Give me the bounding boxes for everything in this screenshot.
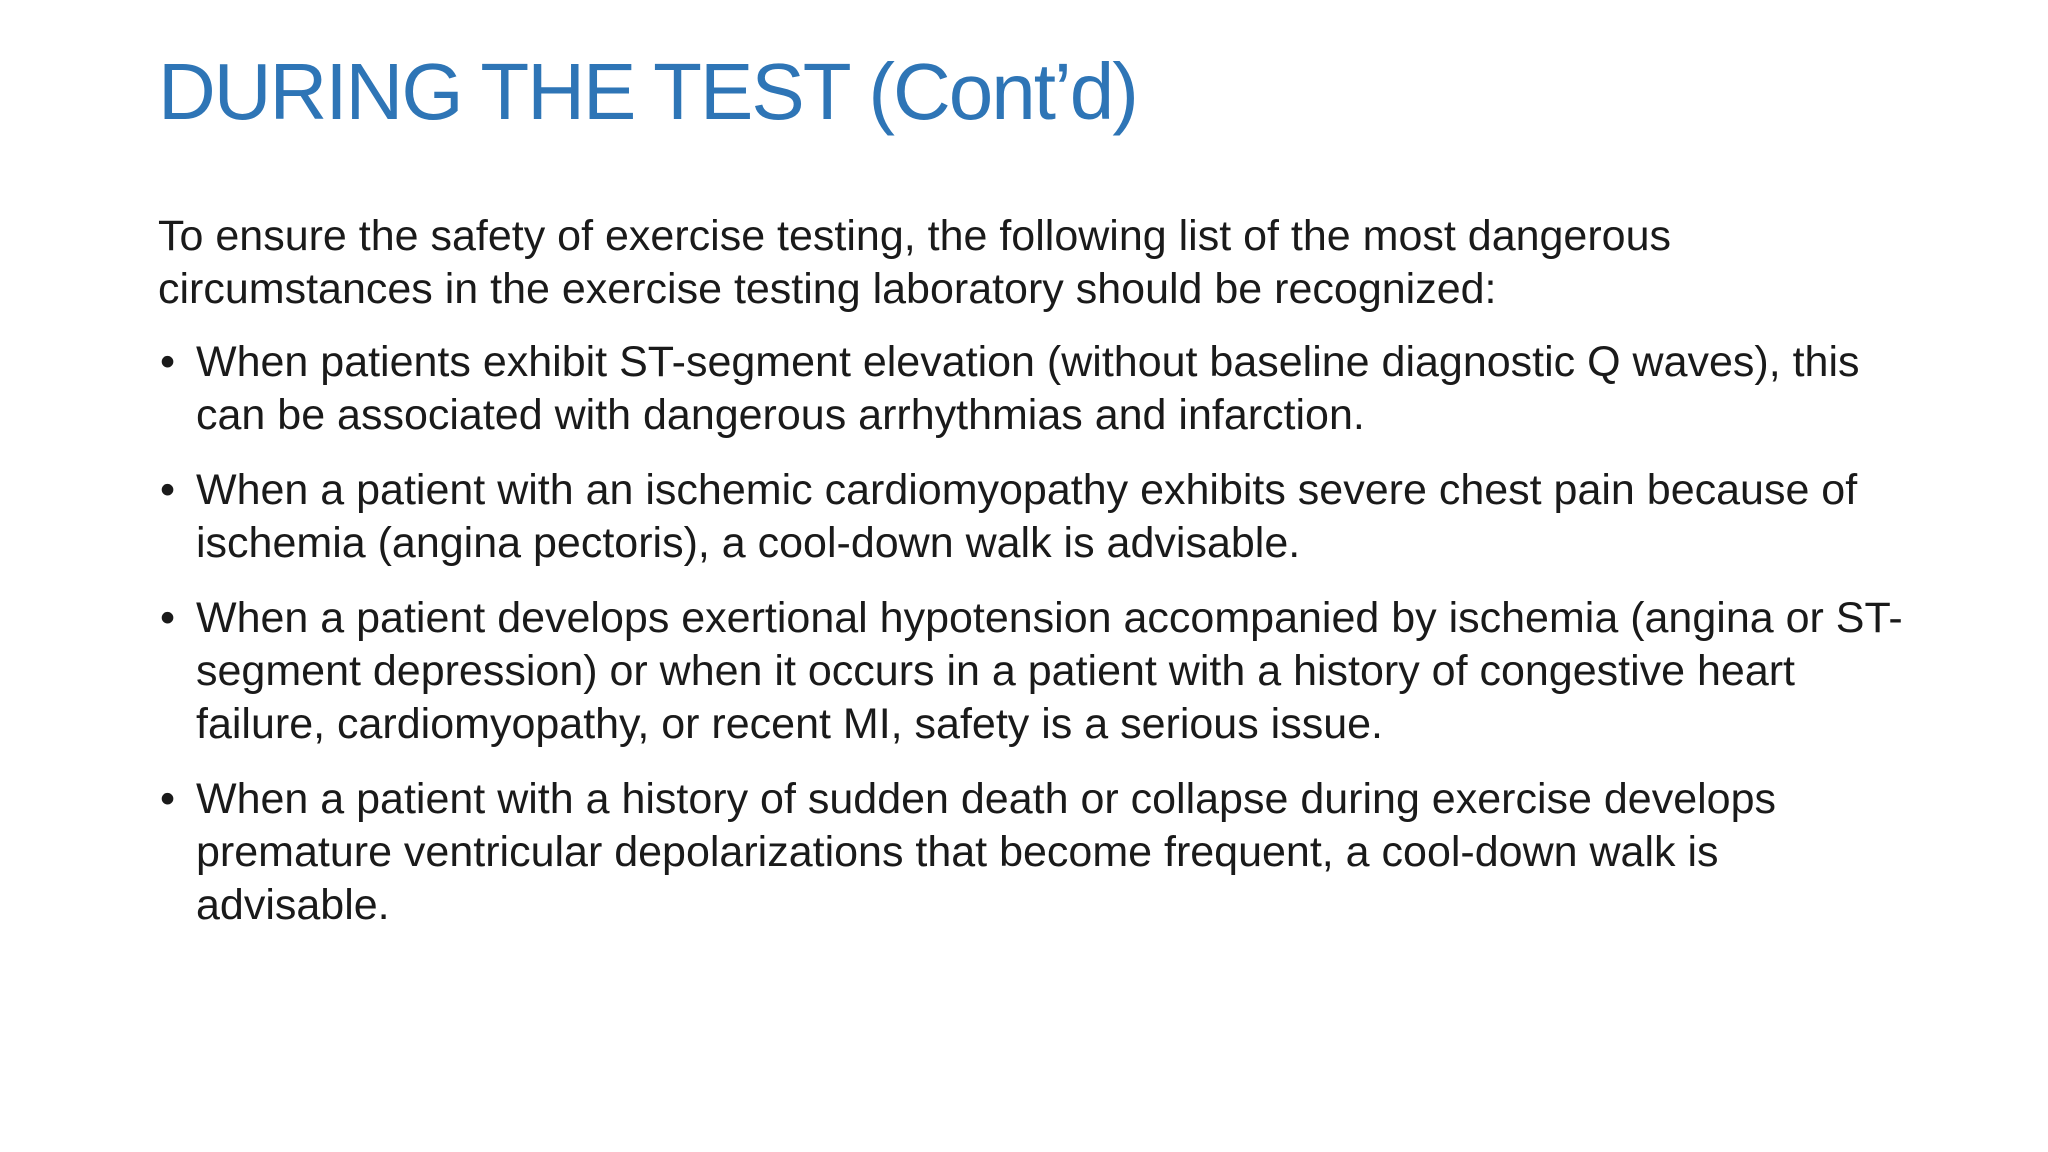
bullet-text: When a patient with a history of sudden death or collapse during exercise develops premature ventricular depolarizations that become frequent, a cool-down walk is advisable. [196, 775, 1776, 929]
bullet-item [158, 464, 1908, 570]
bullet-item [158, 773, 1908, 932]
bullet-text: When a patient develops exertional hypotension accompanied by ischemia (angina or ST-segment depression) or when it occurs in a patient with a history of congestive heart failure, cardiomyopathy, or recent MI, safety is a serious issue. [196, 594, 1903, 748]
slide-body [158, 210, 1908, 954]
bullet-item [158, 592, 1908, 751]
bullet-icon: • [160, 338, 176, 386]
bullet-text: When a patient with an ischemic cardiomyopathy exhibits severe chest pain because of ischemia (angina pectoris), a cool-down walk is advisable. [196, 466, 1858, 567]
bullet-icon: • [160, 594, 176, 642]
bullet-item [158, 336, 1908, 442]
bullet-text: When patients exhibit ST-segment elevation (without baseline diagnostic Q waves), this can be associated with dangerous arrhythmias and infarction. [196, 338, 1860, 439]
bullet-list [158, 336, 1908, 932]
bullet-icon: • [160, 775, 176, 823]
slide-title: DURING THE TEST (Cont’d) [158, 47, 1137, 136]
bullet-icon: • [160, 466, 176, 514]
intro-paragraph: To ensure the safety of exercise testing, the following list of the most dangerous circumstances in the exercise testing laboratory should be recognized: [158, 212, 1671, 313]
